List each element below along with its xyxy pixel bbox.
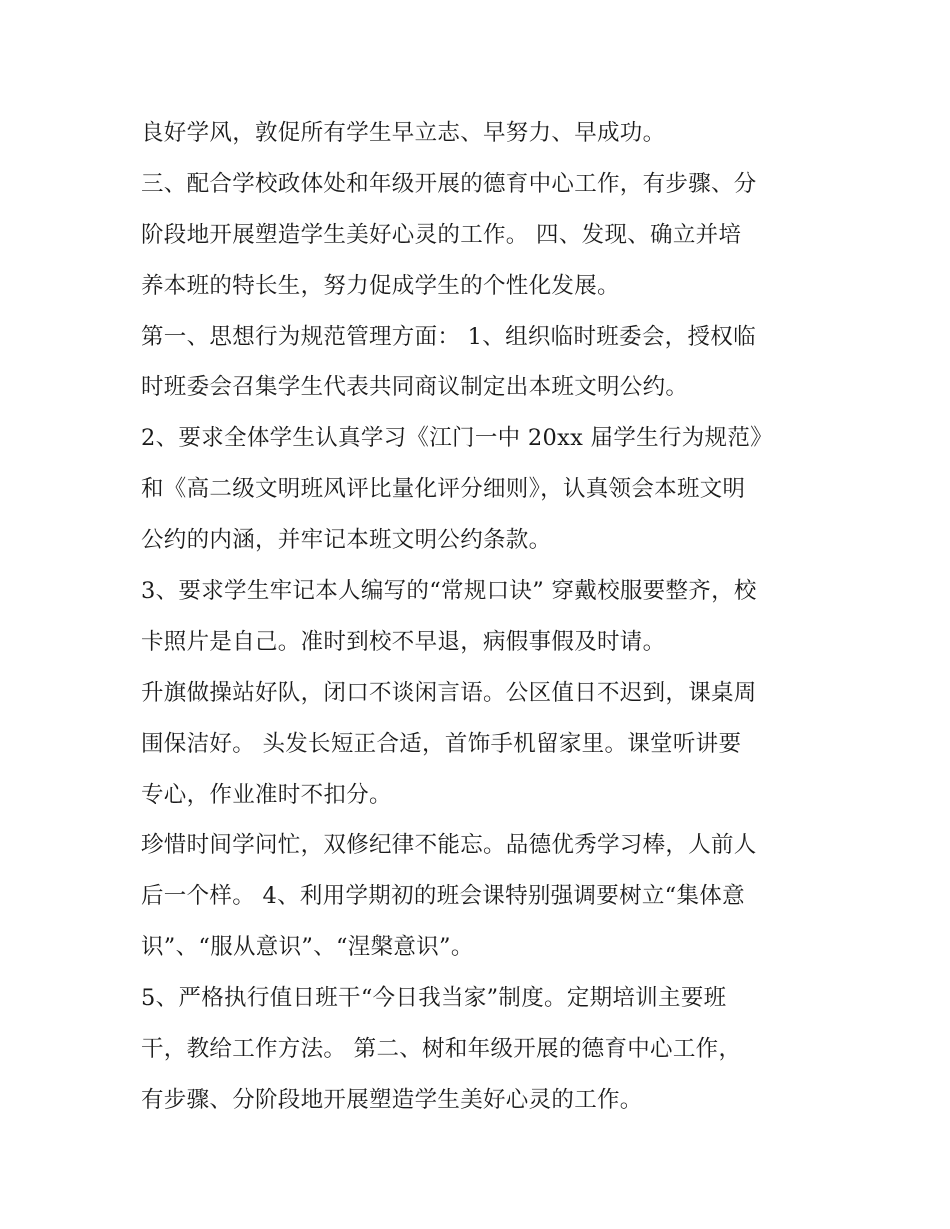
text-line: 干，教给工作方法。 第二、树和年级开展的德育中心工作， [141,1036,742,1063]
document-body [141,108,841,1126]
text-line: 有步骤、分阶段地开展塑造学生美好心灵的工作。 [141,1086,643,1113]
text-line: 阶段地开展塑造学生美好心灵的工作。 四、发现、确立并培 [141,221,742,248]
text-line: 时班委会召集学生代表共同商议制定出本班文明公约。 [141,374,689,401]
text-line: 专心，作业准时不扣分。 [141,781,392,808]
text-line: 3、要求学生牢记本人编写的“常规口诀” 穿戴校服要整齐，校 [141,578,757,605]
text-line: 卡照片是自己。准时到校不早退，病假事假及时请。 [141,628,666,655]
text-line: 良好学风，敦促所有学生早立志、早努力、早成功。 [141,120,666,146]
text-line: 5、严格执行值日班干“今日我当家”制度。定期培训主要班 [141,985,727,1012]
text-line: 后一个样。 4、利用学期初的班会课特别强调要树立“集体意 [141,883,745,910]
text-line: 识”、“服从意识”、“涅槃意识”。 [141,934,474,961]
text-line: 升旗做操站好队，闭口不谈闲言语。公区值日不迟到，课桌周 [141,679,757,706]
text-line: 公约的内涵，并牢记本班文明公约条款。 [141,527,552,554]
text-line: 围保洁好。 头发长短正合适，首饰手机留家里。课堂听讲要 [141,730,742,757]
text-line: 和《高二级文明班风评比量化评分细则》，认真领会本班文明 [141,476,746,503]
text-line: 养本班的特长生，努力促成学生的个性化发展。 [141,272,620,299]
text-line: 珍惜时间学问忙，双修纪律不能忘。品德优秀学习棒，人前人 [141,832,757,859]
text-line: 第一、思想行为规范管理方面： 1、组织临时班委会，授权临 [141,323,756,350]
text-line: 2、要求全体学生认真学习《江门一中 20xx 届学生行为规范》 [141,425,773,452]
text-line: 三、配合学校政体处和年级开展的德育中心工作，有步骤、分 [141,170,757,197]
